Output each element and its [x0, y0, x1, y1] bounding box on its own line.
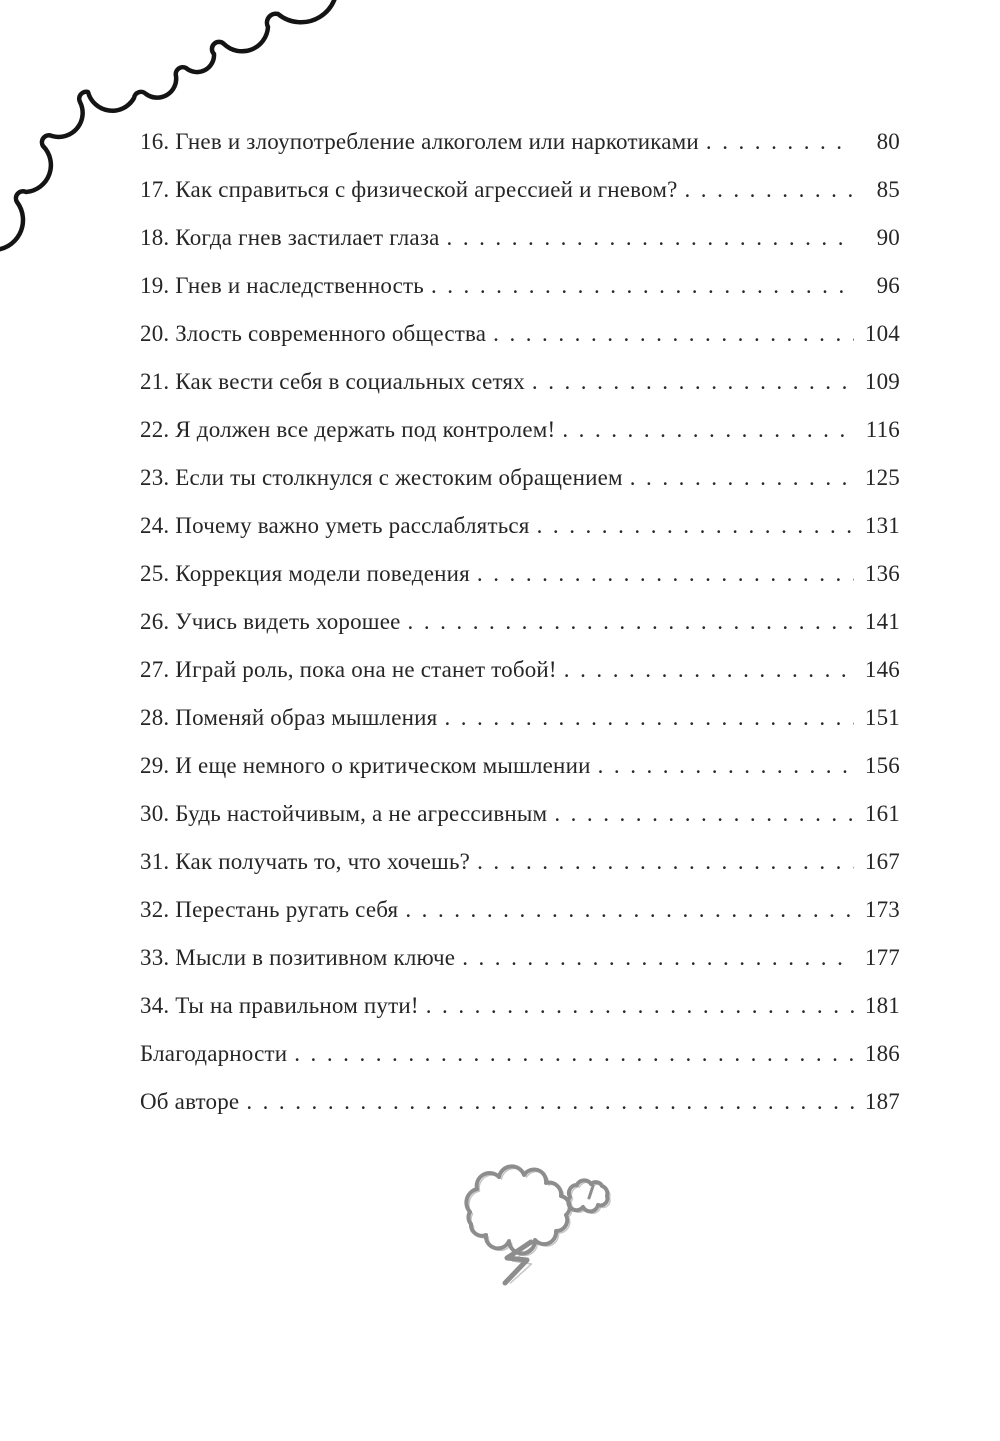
toc-entry-label: 18. Когда гнев застилает глаза: [140, 225, 440, 250]
table-of-contents: [140, 118, 900, 1126]
toc-leader-dots: [239, 1078, 854, 1126]
toc-entry-label: 21. Как вести себя в социальных сетях: [140, 369, 525, 394]
toc-entry-label: 23. Если ты столкнулся с жестоким обращением: [140, 465, 623, 490]
toc-entry: [140, 118, 900, 166]
toc-entry: [140, 742, 900, 790]
toc-entry: [140, 502, 900, 550]
toc-page-number: 177: [864, 945, 900, 970]
toc-leader-dots: [591, 742, 854, 790]
toc-entry: [140, 838, 900, 886]
toc-entry-label: 19. Гнев и наследственность: [140, 273, 424, 298]
toc-page-number: 141: [864, 609, 900, 634]
toc-page-number: 109: [864, 369, 900, 394]
toc-page-number: 136: [864, 561, 900, 586]
toc-leader-dots: [437, 694, 854, 742]
toc-entry: [140, 694, 900, 742]
toc-entry: [140, 214, 900, 262]
toc-page-number: 80: [876, 129, 900, 154]
toc-leader-dots: [677, 166, 854, 214]
small-cloud-outline: [568, 1180, 607, 1211]
toc-entry-label: 17. Как справиться с физической агрессией и гневом?: [140, 177, 678, 202]
toc-entry-label: 22. Я должен все держать под контролем!: [140, 417, 556, 442]
toc-leader-dots: [555, 406, 854, 454]
toc-page-number: 151: [864, 705, 900, 730]
toc-leader-dots: [525, 358, 854, 406]
toc-entry-label: 25. Коррекция модели поведения: [140, 561, 470, 586]
toc-leader-dots: [401, 598, 854, 646]
toc-page-number: 156: [864, 753, 900, 778]
toc-leader-dots: [419, 982, 854, 1030]
toc-entry: [140, 166, 900, 214]
toc-entry: [140, 262, 900, 310]
toc-leader-dots: [470, 838, 854, 886]
toc-leader-dots: [287, 1030, 854, 1078]
toc-leader-dots: [398, 886, 854, 934]
toc-entry-label: 33. Мысли в позитивном ключе: [140, 945, 456, 970]
toc-entry-label: Об авторе: [140, 1089, 240, 1114]
toc-entry: [140, 406, 900, 454]
toc-leader-dots: [455, 934, 854, 982]
toc-leader-dots: [699, 118, 854, 166]
toc-page-number: 173: [864, 897, 900, 922]
lightning-bolt-icon: [505, 1242, 531, 1283]
toc-entry-label: 26. Учись видеть хорошее: [140, 609, 401, 634]
toc-entry-label: 34. Ты на правильном пути!: [140, 993, 419, 1018]
toc-page-number: 146: [864, 657, 900, 682]
toc-leader-dots: [623, 454, 854, 502]
storm-cloud-doodle-icon: [430, 1150, 660, 1310]
toc-entry: [140, 982, 900, 1030]
toc-entry: [140, 790, 900, 838]
toc-leader-dots: [424, 262, 854, 310]
toc-page-number: 181: [864, 993, 900, 1018]
toc-entry: [140, 646, 900, 694]
toc-entry-label: 29. И еще немного о критическом мышлении: [140, 753, 591, 778]
toc-leader-dots: [530, 502, 854, 550]
toc-entry: [140, 1078, 900, 1126]
toc-entry: [140, 1030, 900, 1078]
toc-entry: [140, 358, 900, 406]
toc-entry: [140, 598, 900, 646]
toc-entry-label: 24. Почему важно уметь расслабляться: [140, 513, 530, 538]
toc-entry-label: 30. Будь настойчивым, а не агрессивным: [140, 801, 548, 826]
toc-leader-dots: [547, 790, 854, 838]
toc-page-number: 125: [864, 465, 900, 490]
toc-page-number: 186: [864, 1041, 900, 1066]
toc-leader-dots: [470, 550, 854, 598]
toc-leader-dots: [486, 310, 854, 358]
toc-entry: [140, 454, 900, 502]
toc-entry-label: 31. Как получать то, что хочешь?: [140, 849, 471, 874]
toc-page-number: 116: [865, 417, 900, 442]
toc-entry-label: 32. Перестань ругать себя: [140, 897, 399, 922]
toc-leader-dots: [440, 214, 854, 262]
toc-entry: [140, 934, 900, 982]
toc-entry: [140, 886, 900, 934]
toc-entry-label: 16. Гнев и злоупотребление алкоголем или наркотиками: [140, 129, 699, 154]
toc-entry-label: Благодарности: [140, 1041, 288, 1066]
toc-page-number: 90: [876, 225, 900, 250]
toc-page-number: 104: [864, 321, 900, 346]
toc-entry-label: 27. Играй роль, пока она не станет тобой!: [140, 657, 557, 682]
toc-entry: [140, 550, 900, 598]
toc-page-number: 167: [864, 849, 900, 874]
toc-entry-label: 20. Злость современного общества: [140, 321, 487, 346]
toc-page-number: 96: [876, 273, 900, 298]
toc-page-number: 161: [864, 801, 900, 826]
toc-page-number: 85: [876, 177, 900, 202]
toc-page-number: 131: [864, 513, 900, 538]
toc-entry-label: 28. Поменяй образ мышления: [140, 705, 438, 730]
main-cloud-outline: [466, 1166, 569, 1253]
small-cloud-crease: [589, 1186, 593, 1198]
toc-leader-dots: [557, 646, 854, 694]
toc-page-number: 187: [864, 1089, 900, 1114]
toc-entry: [140, 310, 900, 358]
